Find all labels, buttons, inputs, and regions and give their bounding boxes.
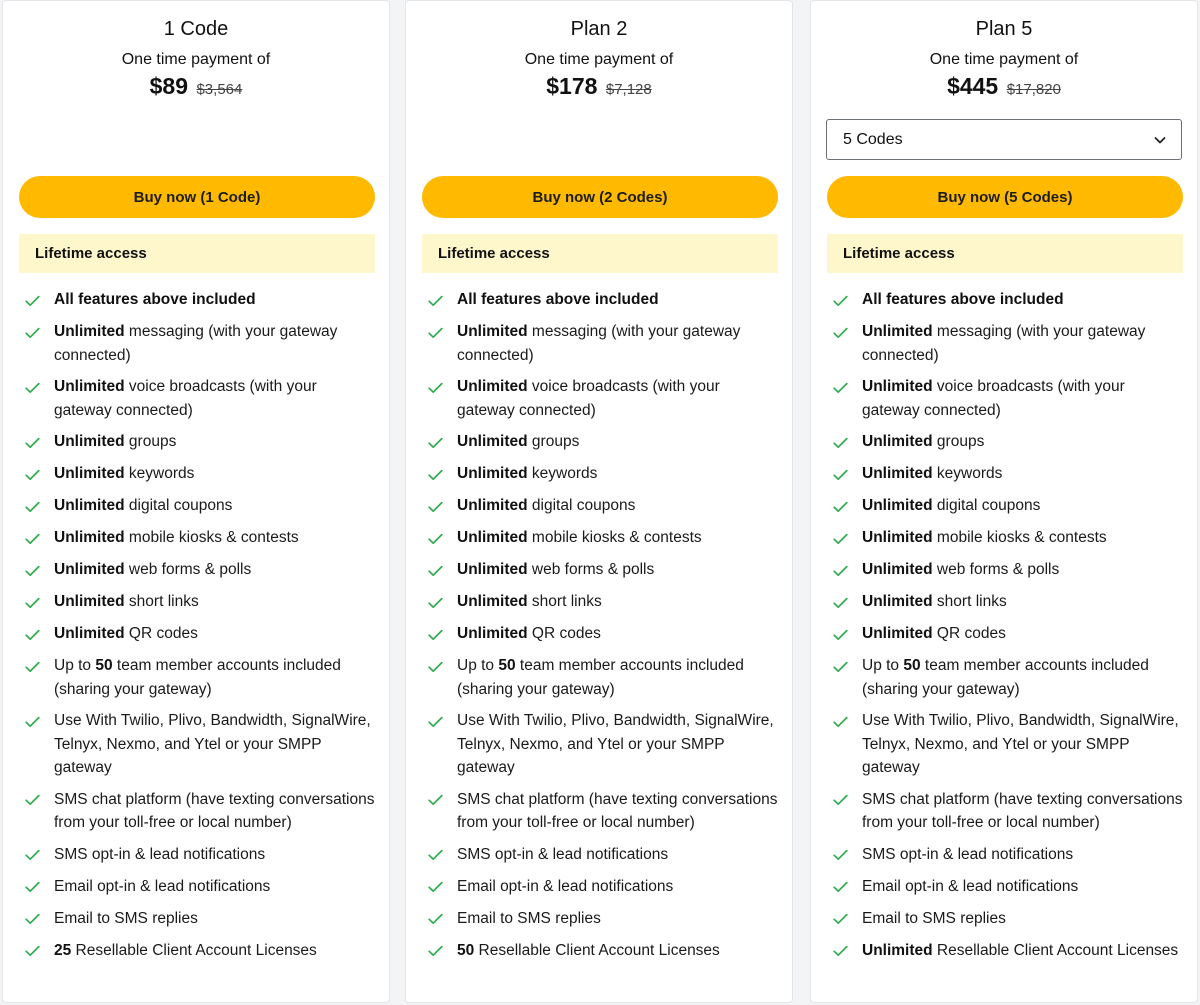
feature-item xyxy=(831,558,1186,582)
feature-emphasis: Unlimited xyxy=(54,561,125,578)
feature-detail: short links xyxy=(932,593,1007,610)
feature-list xyxy=(23,288,378,971)
feature-text xyxy=(855,526,1186,550)
feature-item xyxy=(23,875,378,899)
feature-item xyxy=(426,875,781,899)
feature-item xyxy=(23,654,378,701)
feature-text xyxy=(855,622,1186,646)
original-price: $3,564 xyxy=(196,81,243,98)
checkmark-icon xyxy=(25,559,47,582)
feature-emphasis: Unlimited xyxy=(54,433,125,450)
feature-text xyxy=(855,939,1186,963)
feature-item xyxy=(426,590,781,614)
checkmark-icon xyxy=(25,376,47,399)
feature-detail: SMS opt-in & lead notifications xyxy=(54,845,266,863)
checkmark-icon xyxy=(833,844,855,867)
feature-item xyxy=(426,939,781,963)
feature-emphasis: Unlimited xyxy=(457,529,528,546)
feature-prefix: Up to xyxy=(54,657,96,674)
feature-detail: SMS opt-in & lead notifications xyxy=(457,845,669,863)
feature-emphasis: Unlimited xyxy=(54,625,125,642)
checkmark-icon xyxy=(428,591,450,614)
feature-item xyxy=(426,430,781,454)
feature-text xyxy=(450,875,781,899)
feature-emphasis: Unlimited xyxy=(457,323,528,340)
feature-emphasis: Unlimited xyxy=(457,465,528,482)
plan-price xyxy=(406,73,792,100)
feature-emphasis: Unlimited xyxy=(457,593,528,610)
feature-text xyxy=(47,939,378,963)
checkmark-icon xyxy=(833,559,855,582)
checkmark-icon xyxy=(25,908,47,931)
feature-text xyxy=(47,709,378,780)
feature-emphasis: Unlimited xyxy=(457,497,528,514)
feature-item xyxy=(23,320,378,367)
feature-detail: Resellable Client Account Licenses xyxy=(932,941,1179,959)
feature-item xyxy=(426,622,781,646)
checkmark-icon xyxy=(428,463,450,486)
checkmark-icon xyxy=(428,495,450,518)
feature-text xyxy=(450,590,781,614)
checkmark-icon xyxy=(833,495,855,518)
feature-detail: Use With Twilio, Plivo, Bandwidth, SignalWire, Telnyx, Nexmo, and Ytel or your SMPP gateway xyxy=(54,712,375,776)
feature-text xyxy=(855,654,1186,701)
feature-item xyxy=(831,590,1186,614)
lifetime-access-banner: Lifetime access xyxy=(422,234,778,273)
feature-detail: team member accounts included (sharing your gateway) xyxy=(862,657,1154,698)
feature-item xyxy=(831,375,1186,422)
feature-item xyxy=(831,462,1186,486)
feature-text xyxy=(47,526,378,550)
checkmark-icon xyxy=(833,321,855,344)
feature-detail: digital coupons xyxy=(932,497,1041,514)
feature-detail: team member accounts included (sharing your gateway) xyxy=(54,657,346,698)
checkmark-icon xyxy=(25,591,47,614)
feature-text xyxy=(450,907,781,931)
feature-detail: short links xyxy=(527,593,602,610)
feature-text xyxy=(450,494,781,518)
feature-list xyxy=(426,288,781,971)
feature-detail: Use With Twilio, Plivo, Bandwidth, SignalWire, Telnyx, Nexmo, and Ytel or your SMPP gateway xyxy=(862,712,1183,776)
checkmark-icon xyxy=(833,376,855,399)
feature-emphasis: Unlimited xyxy=(54,378,125,395)
feature-text xyxy=(855,875,1186,899)
current-price: $178 xyxy=(546,73,598,99)
feature-text xyxy=(450,462,781,486)
feature-text xyxy=(855,558,1186,582)
feature-item xyxy=(831,939,1186,963)
feature-item xyxy=(426,375,781,422)
feature-text xyxy=(47,843,378,867)
checkmark-icon xyxy=(428,789,450,812)
feature-detail: QR codes xyxy=(527,625,601,642)
feature-emphasis: 50 xyxy=(95,657,113,674)
feature-detail: Email to SMS replies xyxy=(457,909,601,927)
feature-emphasis: Unlimited xyxy=(862,625,933,642)
lifetime-access-banner: Lifetime access xyxy=(19,234,375,273)
checkmark-icon xyxy=(25,655,47,678)
feature-item xyxy=(831,494,1186,518)
checkmark-icon xyxy=(25,495,47,518)
feature-item xyxy=(23,788,378,835)
feature-emphasis: Unlimited xyxy=(862,529,933,546)
feature-text xyxy=(450,558,781,582)
feature-prefix: Up to xyxy=(457,657,499,674)
feature-item xyxy=(831,843,1186,867)
feature-text xyxy=(450,288,781,312)
feature-item xyxy=(426,526,781,550)
feature-emphasis: 50 xyxy=(457,941,475,959)
feature-emphasis: Unlimited xyxy=(862,465,933,482)
checkmark-icon xyxy=(428,623,450,646)
checkmark-icon xyxy=(833,876,855,899)
feature-detail: Email to SMS replies xyxy=(862,909,1006,927)
feature-emphasis: Unlimited xyxy=(862,941,933,959)
feature-emphasis: Unlimited xyxy=(54,323,125,340)
feature-emphasis: Unlimited xyxy=(457,561,528,578)
feature-text xyxy=(47,375,378,422)
plan-card-plan-2 xyxy=(405,0,793,1003)
feature-text xyxy=(855,375,1186,422)
feature-detail: mobile kiosks & contests xyxy=(124,529,299,546)
checkmark-icon xyxy=(25,844,47,867)
checkmark-icon xyxy=(428,321,450,344)
feature-detail: SMS chat platform (have texting conversations from your toll-free or local number) xyxy=(457,790,782,831)
feature-text xyxy=(855,907,1186,931)
checkmark-icon xyxy=(833,623,855,646)
feature-detail: digital coupons xyxy=(124,497,233,514)
current-price: $89 xyxy=(149,73,189,99)
feature-item xyxy=(831,654,1186,701)
feature-item xyxy=(23,939,378,963)
feature-emphasis: Unlimited xyxy=(54,465,125,482)
plan-price xyxy=(811,73,1197,100)
feature-text xyxy=(855,709,1186,780)
feature-emphasis: Unlimited xyxy=(862,433,933,450)
feature-text xyxy=(855,320,1186,367)
feature-text xyxy=(47,430,378,454)
feature-item xyxy=(426,654,781,701)
checkmark-icon xyxy=(428,559,450,582)
feature-detail: Email to SMS replies xyxy=(54,909,198,927)
feature-text xyxy=(855,430,1186,454)
select-value: 5 Codes xyxy=(843,130,903,148)
feature-item xyxy=(426,320,781,367)
feature-detail: web forms & polls xyxy=(527,561,655,578)
feature-item xyxy=(23,907,378,931)
feature-text xyxy=(450,654,781,701)
feature-detail: Resellable Client Account Licenses xyxy=(474,941,720,959)
checkmark-icon xyxy=(25,623,47,646)
feature-item xyxy=(23,558,378,582)
feature-detail: groups xyxy=(527,433,580,450)
feature-item xyxy=(426,709,781,780)
feature-text xyxy=(47,320,378,367)
feature-detail: QR codes xyxy=(932,625,1006,642)
feature-text xyxy=(47,462,378,486)
feature-item xyxy=(426,907,781,931)
feature-emphasis: Unlimited xyxy=(862,378,933,395)
feature-text xyxy=(450,939,781,963)
feature-item xyxy=(831,430,1186,454)
checkmark-icon xyxy=(833,527,855,550)
feature-item xyxy=(23,526,378,550)
feature-emphasis: 50 xyxy=(498,657,516,674)
checkmark-icon xyxy=(833,789,855,812)
feature-detail: SMS chat platform (have texting conversations from your toll-free or local number) xyxy=(54,790,379,831)
checkmark-icon xyxy=(833,908,855,931)
feature-detail: QR codes xyxy=(124,625,198,642)
feature-text xyxy=(47,558,378,582)
checkmark-icon xyxy=(428,710,450,733)
feature-text xyxy=(450,375,781,422)
checkmark-icon xyxy=(25,876,47,899)
plan-title: Plan 5 xyxy=(975,18,1033,40)
feature-emphasis: 25 xyxy=(54,941,72,959)
checkmark-icon xyxy=(428,844,450,867)
feature-detail: SMS opt-in & lead notifications xyxy=(862,845,1074,863)
feature-detail: keywords xyxy=(932,465,1003,482)
feature-detail: keywords xyxy=(124,465,195,482)
feature-item xyxy=(831,907,1186,931)
feature-emphasis: All features above included xyxy=(54,291,256,308)
feature-detail: Email opt-in & lead notifications xyxy=(457,877,674,895)
feature-item xyxy=(426,288,781,312)
feature-emphasis: Unlimited xyxy=(862,561,933,578)
feature-prefix: Up to xyxy=(862,657,904,674)
checkmark-icon xyxy=(428,289,450,312)
plan-subtitle: One time payment of xyxy=(121,51,271,68)
feature-emphasis: Unlimited xyxy=(862,497,933,514)
feature-text xyxy=(855,462,1186,486)
feature-text xyxy=(855,494,1186,518)
feature-emphasis: 50 xyxy=(903,657,921,674)
feature-text xyxy=(855,843,1186,867)
checkmark-icon xyxy=(25,289,47,312)
feature-detail: voice broadcasts (with your gateway connected) xyxy=(54,378,322,419)
code-quantity-select[interactable] xyxy=(826,119,1182,160)
chevron-down-icon xyxy=(1153,133,1167,147)
checkmark-icon xyxy=(428,908,450,931)
buy-now-button[interactable]: Buy now (5 Codes) xyxy=(827,176,1183,218)
feature-text xyxy=(450,709,781,780)
feature-item xyxy=(831,622,1186,646)
feature-item xyxy=(23,462,378,486)
feature-detail: short links xyxy=(124,593,199,610)
feature-emphasis: Unlimited xyxy=(457,625,528,642)
checkmark-icon xyxy=(833,940,855,963)
feature-emphasis: Unlimited xyxy=(862,323,933,340)
plan-title: 1 Code xyxy=(163,18,229,40)
feature-item xyxy=(23,843,378,867)
feature-item xyxy=(426,843,781,867)
checkmark-icon xyxy=(25,527,47,550)
feature-item xyxy=(831,788,1186,835)
feature-item xyxy=(23,288,378,312)
feature-item xyxy=(23,709,378,780)
feature-item xyxy=(426,558,781,582)
feature-item xyxy=(831,320,1186,367)
feature-item xyxy=(23,430,378,454)
feature-detail: SMS chat platform (have texting conversations from your toll-free or local number) xyxy=(862,790,1187,831)
feature-text xyxy=(47,788,378,835)
feature-detail: team member accounts included (sharing your gateway) xyxy=(457,657,749,698)
plan-subtitle: One time payment of xyxy=(524,51,674,68)
checkmark-icon xyxy=(25,940,47,963)
feature-text xyxy=(47,494,378,518)
feature-detail: web forms & polls xyxy=(932,561,1060,578)
feature-text xyxy=(47,875,378,899)
checkmark-icon xyxy=(833,655,855,678)
feature-detail: voice broadcasts (with your gateway connected) xyxy=(862,378,1130,419)
feature-item xyxy=(23,494,378,518)
feature-item xyxy=(831,709,1186,780)
feature-detail: messaging (with your gateway connected) xyxy=(862,323,1150,364)
checkmark-icon xyxy=(25,431,47,454)
plan-card-plan-5 xyxy=(810,0,1198,1003)
feature-item xyxy=(831,288,1186,312)
feature-detail: mobile kiosks & contests xyxy=(932,529,1107,546)
feature-detail: voice broadcasts (with your gateway connected) xyxy=(457,378,725,419)
feature-text xyxy=(450,526,781,550)
feature-emphasis: Unlimited xyxy=(54,529,125,546)
checkmark-icon xyxy=(428,431,450,454)
checkmark-icon xyxy=(25,710,47,733)
buy-now-button[interactable]: Buy now (1 Code) xyxy=(19,176,375,218)
feature-emphasis: Unlimited xyxy=(862,593,933,610)
feature-text xyxy=(450,430,781,454)
feature-emphasis: Unlimited xyxy=(54,497,125,514)
plan-subtitle: One time payment of xyxy=(929,51,1079,68)
feature-item xyxy=(23,622,378,646)
feature-text xyxy=(47,622,378,646)
feature-text xyxy=(47,590,378,614)
feature-detail: groups xyxy=(932,433,985,450)
feature-item xyxy=(426,462,781,486)
feature-emphasis: All features above included xyxy=(862,291,1064,308)
feature-text xyxy=(47,288,378,312)
checkmark-icon xyxy=(25,321,47,344)
plan-card-1-code xyxy=(2,0,390,1003)
feature-emphasis: Unlimited xyxy=(54,593,125,610)
feature-detail: Email opt-in & lead notifications xyxy=(862,877,1079,895)
feature-detail: groups xyxy=(124,433,177,450)
checkmark-icon xyxy=(833,591,855,614)
feature-detail: messaging (with your gateway connected) xyxy=(54,323,342,364)
checkmark-icon xyxy=(833,431,855,454)
feature-text xyxy=(450,788,781,835)
checkmark-icon xyxy=(833,710,855,733)
checkmark-icon xyxy=(25,789,47,812)
feature-text xyxy=(450,320,781,367)
feature-detail: Email opt-in & lead notifications xyxy=(54,877,271,895)
feature-text xyxy=(47,654,378,701)
feature-text xyxy=(855,788,1186,835)
feature-detail: messaging (with your gateway connected) xyxy=(457,323,745,364)
lifetime-access-banner: Lifetime access xyxy=(827,234,1183,273)
feature-emphasis: Unlimited xyxy=(457,378,528,395)
buy-now-button[interactable]: Buy now (2 Codes) xyxy=(422,176,778,218)
plan-title: Plan 2 xyxy=(570,18,628,40)
feature-detail: mobile kiosks & contests xyxy=(527,529,702,546)
checkmark-icon xyxy=(428,376,450,399)
feature-detail: Use With Twilio, Plivo, Bandwidth, SignalWire, Telnyx, Nexmo, and Ytel or your SMPP gateway xyxy=(457,712,778,776)
feature-list xyxy=(831,288,1186,971)
feature-detail: digital coupons xyxy=(527,497,636,514)
feature-detail: web forms & polls xyxy=(124,561,252,578)
checkmark-icon xyxy=(833,289,855,312)
feature-text xyxy=(450,843,781,867)
original-price: $17,820 xyxy=(1006,81,1061,98)
plan-price xyxy=(3,73,389,100)
feature-item xyxy=(23,375,378,422)
checkmark-icon xyxy=(428,940,450,963)
feature-item xyxy=(23,590,378,614)
feature-item xyxy=(831,875,1186,899)
checkmark-icon xyxy=(833,463,855,486)
checkmark-icon xyxy=(25,463,47,486)
feature-text xyxy=(855,288,1186,312)
original-price: $7,128 xyxy=(605,81,652,98)
feature-text xyxy=(47,907,378,931)
checkmark-icon xyxy=(428,655,450,678)
feature-emphasis: Unlimited xyxy=(457,433,528,450)
feature-item xyxy=(426,788,781,835)
feature-detail: Resellable Client Account Licenses xyxy=(71,941,317,959)
feature-emphasis: All features above included xyxy=(457,291,659,308)
checkmark-icon xyxy=(428,527,450,550)
current-price: $445 xyxy=(947,73,999,99)
feature-text xyxy=(855,590,1186,614)
feature-detail: keywords xyxy=(527,465,598,482)
feature-text xyxy=(450,622,781,646)
feature-item xyxy=(831,526,1186,550)
feature-item xyxy=(426,494,781,518)
checkmark-icon xyxy=(428,876,450,899)
